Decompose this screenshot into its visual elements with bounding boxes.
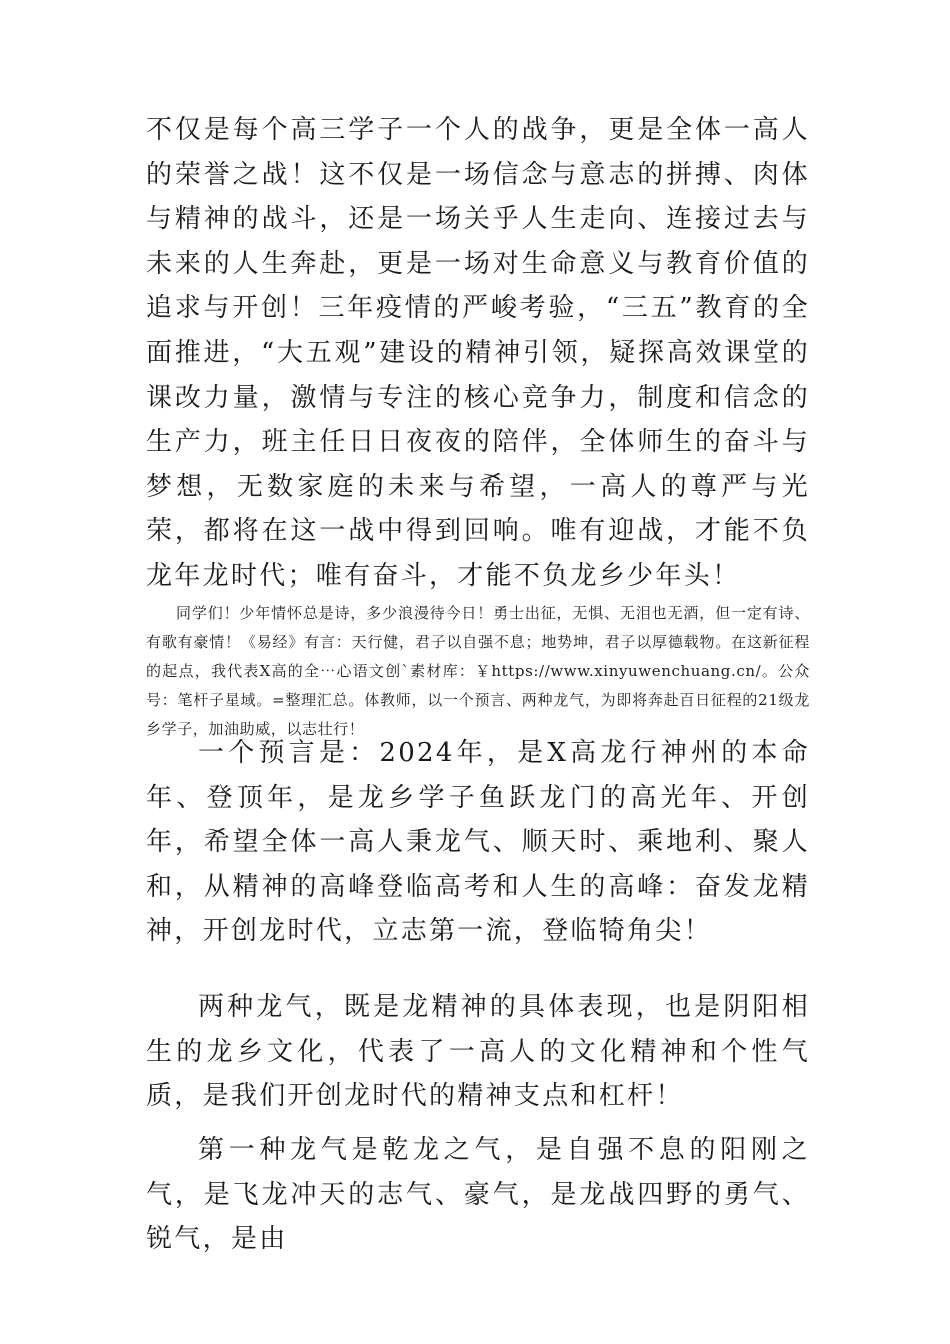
paragraph-battle-of-honor: 不仅是每个高三学子一个人的战争，更是全体一高人的荣誉之战！这不仅是一场信念与意志的拼搏、肉体与精神的战斗，还是一场关乎人生走向、连接过去与未来的人生奔赴，更是一场对生命意义与教育价值的追求与开创！三年疫情的严峻考验，“三五”教育的全面推进，“大五观”建设的精神引领，疑探高效课堂的课改力量，激情与专注的核心竞争力，制度和信念的生产力，班主任日日夜夜的陪伴，全体师生的奋斗与梦想，无数家庭的未来与希望，一高人的尊严与光荣，都将在这一战中得到回响。唯有迎战，才能不负龙年龙时代；唯有奋斗，才能不负龙乡少年头！ bbox=[146, 115, 810, 591]
paragraph-one-prophecy: 一个预言是：2024年，是X高龙行神州的本命年、登顶年，是龙乡学子鱼跃龙门的高光年、开创年，希望全体一高人秉龙气、顺天时、乘地利、聚人和，从精神的高峰登临高考和人生的高峰：奋发龙精神，开创龙时代，立志第一流，登临犄角尖！ bbox=[146, 738, 810, 947]
paragraph-two-dragon-spirits: 两种龙气，既是龙精神的具体表现，也是阴阳相生的龙乡文化，代表了一高人的文化精神和个性气质，是我们开创龙时代的精神支点和杠杆！ bbox=[146, 992, 810, 1112]
paragraph-first-dragon-spirit: 第一种龙气是乾龙之气，是自强不息的阳刚之气，是飞龙冲天的志气、豪气，是龙战四野的勇气、锐气，是由 bbox=[146, 1135, 810, 1255]
paragraph-students-address: 同学们！少年情怀总是诗，多少浪漫待今日！勇士出征，无惧、无泪也无酒，但一定有诗、有歌有豪情！《易经》有言：天行健，君子以自强不息；地势坤，君子以厚德载物。在这新征程的起点，我代表X高的全⋯心语文创`素材库：￥https://www.xinyuwenchuang.cn/。公众号：笔杆子星域。=整理汇总。体教师，以一个预言、两种龙气，为即将奔赴百日征程的21级龙乡学子，加油助威，以志壮行！ bbox=[146, 604, 810, 738]
